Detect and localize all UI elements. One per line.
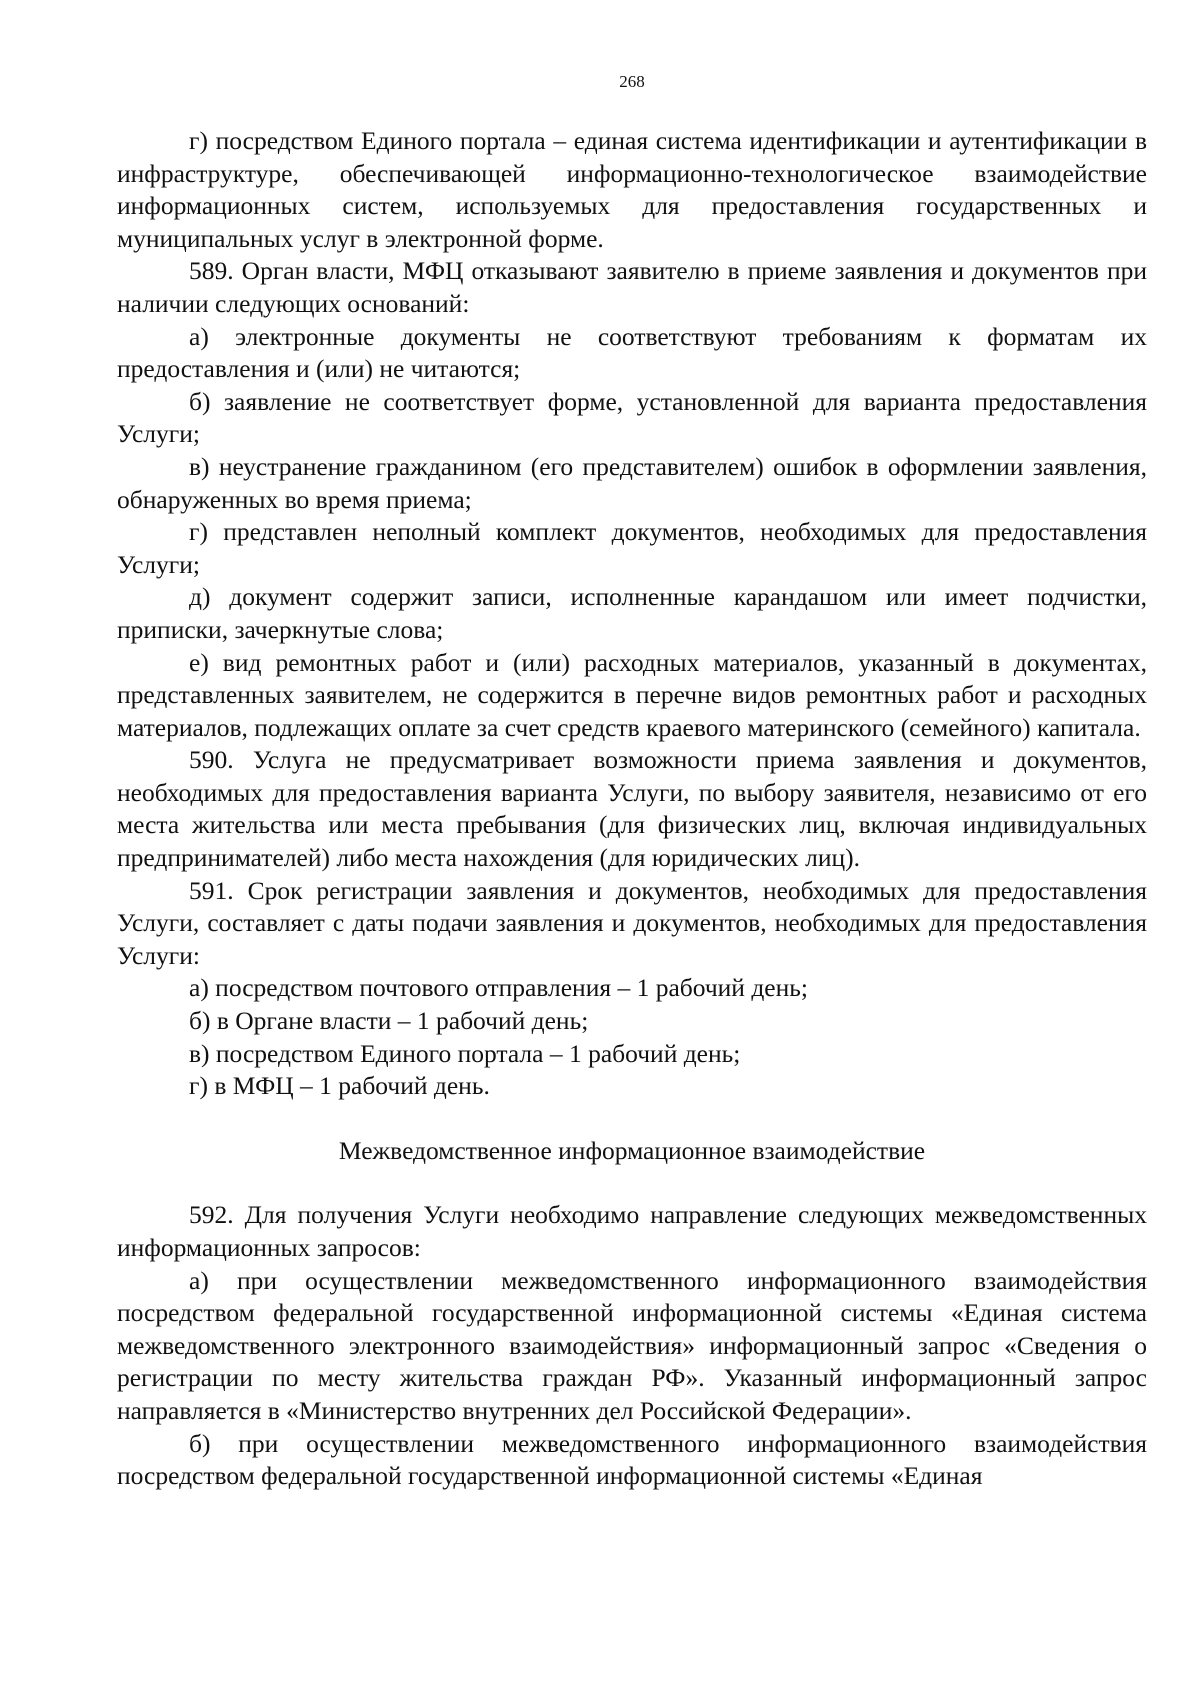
paragraph-591-g: г) в МФЦ – 1 рабочий день. xyxy=(189,1071,490,1101)
paragraph-592: 592. Для получения Услуги необходимо направление следующих межведомственных информационных запросов: xyxy=(117,1200,1147,1262)
paragraph-592-a: а) при осуществлении межведомственного информационного взаимодействия посредством федеральной государственной информационной системы «Единая система межведомственного электронного взаимодействия» информационный запрос «Сведения о регистрации по месту жительства граждан РФ». Указанный информационный запрос направляется в «Министерство внутренних дел Российской Федерации». xyxy=(117,1265,1147,1425)
paragraph-591-v: в) посредством Единого портала – 1 рабочий день; xyxy=(189,1038,741,1068)
paragraph-589-g: г) представлен неполный комплект документов, необходимых для предоставления Услуги; xyxy=(117,517,1147,579)
paragraph-589-b: б) заявление не соответствует форме, установленной для варианта предоставления Услуги; xyxy=(117,386,1147,449)
paragraph-589-v: в) неустранение гражданином (его представителем) ошибок в оформлении заявления, обнаруженных во время приема; xyxy=(117,451,1147,514)
paragraph-589-e: е) вид ремонтных работ и (или) расходных материалов, указанный в документах, представленных заявителем, не содержится в перечне видов ремонтных работ и расходных материалов, подлежащих оплате за счет средств краевого материнского (семейного) капитала. xyxy=(117,647,1147,742)
section-heading: Межведомственное информационное взаимодействие xyxy=(338,1135,926,1165)
paragraph-item-g-portal: г) посредством Единого портала – единая система идентификации и аутентификации в инфраструктуре, обеспечивающей информационно-технологическое взаимодействие информационных систем, используемых для предоставления государственных и муниципальных услуг в электронной форме. xyxy=(117,126,1147,253)
document-body xyxy=(117,125,1147,1493)
paragraph-591-b: б) в Органе власти – 1 рабочий день; xyxy=(189,1006,589,1036)
paragraph-590: 590. Услуга не предусматривает возможности приема заявления и документов, необходимых для предоставления варианта Услуги, по выбору заявителя, независимо от его места жительства или места пребывания (для физических лиц, включая индивидуальных предпринимателей) либо места нахождения (для юридических лиц). xyxy=(117,745,1147,873)
page-number: 268 xyxy=(619,72,645,91)
paragraph-592-b: б) при осуществлении межведомственного информационного взаимодействия посредством федеральной государственной информационной системы «Единая xyxy=(117,1428,1147,1491)
paragraph-591-a: а) посредством почтового отправления – 1 рабочий день; xyxy=(189,973,808,1003)
paragraph-589: 589. Орган власти, МФЦ отказывают заявителю в приеме заявления и документов при наличии следующих оснований: xyxy=(117,256,1147,318)
paragraph-591: 591. Срок регистрации заявления и документов, необходимых для предоставления Услуги, составляет с даты подачи заявления и документов, необходимых для предоставления Услуги: xyxy=(117,875,1147,970)
paragraph-589-a: а) электронные документы не соответствуют требованиям к форматам их предоставления и (или) не читаются; xyxy=(117,321,1147,384)
paragraph-589-d: д) документ содержит записи, исполненные карандашом или имеет подчистки, приписки, зачеркнутые слова; xyxy=(117,582,1147,644)
